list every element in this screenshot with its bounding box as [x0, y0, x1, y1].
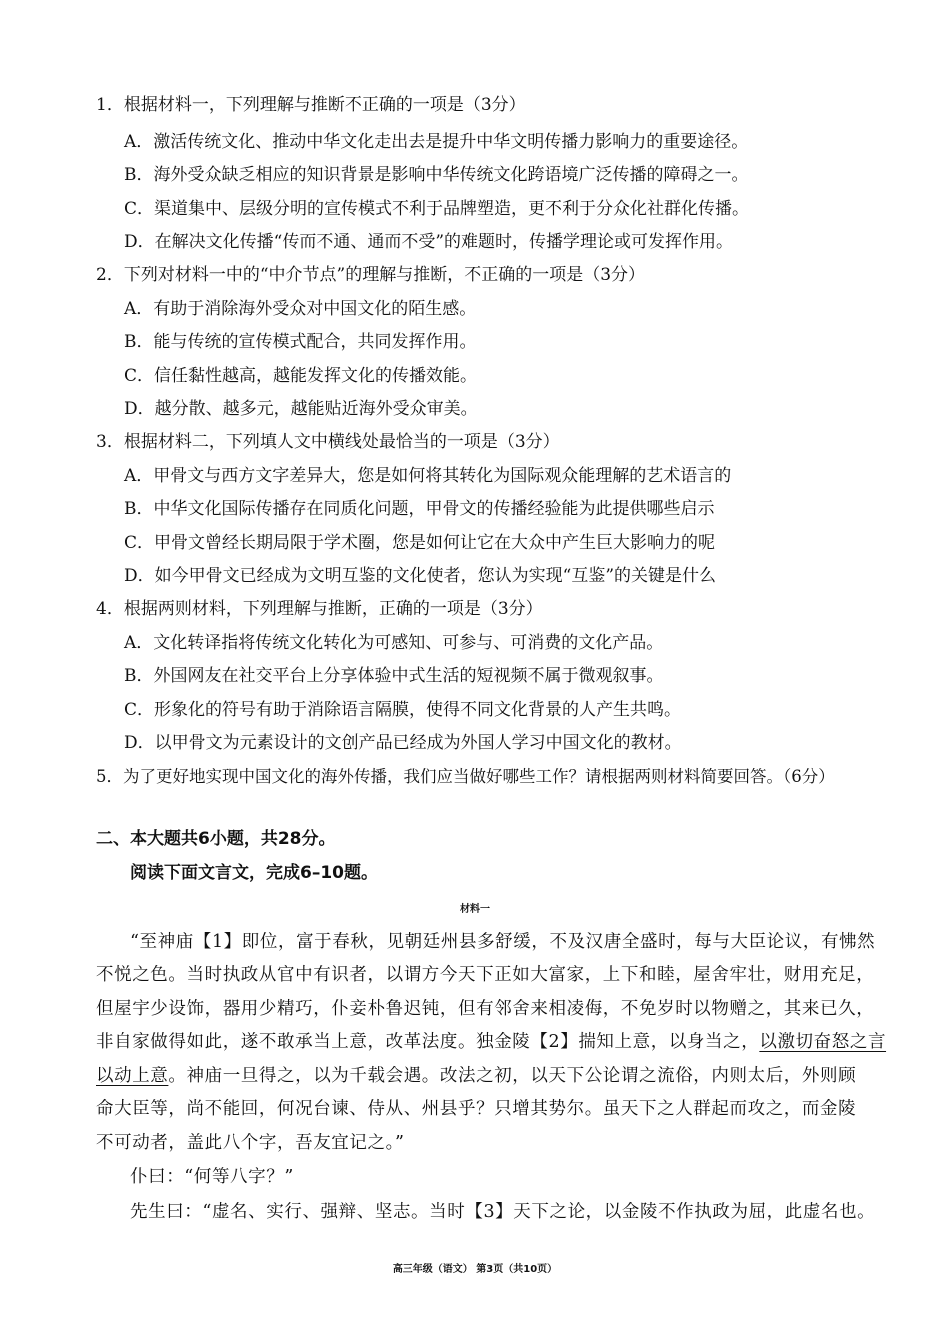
question-1-option-b: B．海外受众缺乏相应的知识背景是影响中华传统文化跨语境广泛传播的障碍之一。 [124, 165, 749, 185]
passage-line-7: 不可动者，盖此八个字，吾友宜记之。” [96, 1133, 405, 1153]
material-title: 材料一 [460, 904, 490, 915]
question-2-option-b: B．能与传统的宣传模式配合，共同发挥作用。 [124, 332, 477, 352]
question-4-stem: 4．根据两则材料，下列理解与推断，正确的一项是（3分） [96, 599, 543, 619]
question-3-option-d: D．如今甲骨文已经成为文明互鉴的文化使者，您认为实现“互鉴”的关键是什么 [124, 566, 717, 586]
question-1-stem: 1．根据材料一，下列理解与推断不正确的一项是（3分） [96, 95, 526, 115]
question-3-option-b: B．中华文化国际传播存在同质化问题，甲骨文的传播经验能为此提供哪些启示 [124, 499, 715, 519]
question-2-stem: 2．下列对材料一中的“中介节点”的理解与推断，不正确的一项是（3分） [96, 265, 646, 285]
page-footer: 高三年级（语文） 第3页（共10页） [392, 1264, 558, 1275]
passage-underlined-phrase-1: 以激切奋怒之言 [759, 1032, 887, 1052]
passage-line-4-text: 非自家做得如此，遂不敢承当上意，改革法度。独金陵【2】揣知上意，以身当之， [96, 1032, 760, 1052]
question-1-option-d: D．在解决文化传播“传而不通、通而不受”的难题时，传播学理论或可发挥作用。 [124, 232, 734, 252]
passage-line-3: 但屋宇少设饰，器用少精巧，仆妾朴鲁迟钝，但有邻舍来相凌侮，不免岁时以物赠之，其来已久， [96, 999, 875, 1019]
passage-line-2: 不悦之色。当时执政从官中有识者，以谓方今天下正如大富家，上下和睦，屋舍牢壮，财用充足， [96, 965, 875, 985]
question-3-option-c: C．甲骨文曾经长期局限于学术圈，您是如何让它在大众中产生巨大影响力的呢 [124, 533, 716, 553]
passage-line-5-text: 。神庙一旦得之，以为千载会遇。改法之初，以天下公论谓之流俗，内则太后，外则顾 [168, 1066, 857, 1086]
question-5-stem: 5．为了更好地实现中国文化的海外传播，我们应当做好哪些工作？请根据两则材料简要回答。（6分） [96, 767, 835, 786]
question-1-option-a: A．激活传统文化、推动中华文化走出去是提升中华文明传播力影响力的重要途径。 [124, 132, 749, 152]
passage-line-1: “至神庙【1】即位，富于春秋，见朝廷州县多舒缓，不及汉唐全盛时，每与大臣论议，有怫然 [130, 932, 876, 952]
question-2-option-d: D．越分散、越多元，越能贴近海外受众审美。 [124, 399, 478, 419]
question-3-option-a: A．甲骨文与西方文字差异大，您是如何将其转化为国际观众能理解的艺术语言的 [124, 466, 732, 486]
question-1-option-c: C．渠道集中、层级分明的宣传模式不利于品牌塑造，更不利于分众化社群化传播。 [124, 199, 750, 219]
section-2-instruction: 阅读下面文言文，完成6–10题。 [130, 863, 378, 883]
passage-line-5 [96, 1064, 856, 1088]
question-2-option-a: A．有助于消除海外受众对中国文化的陌生感。 [124, 299, 477, 319]
question-4-option-a: A．文化转译指将传统文化转化为可感知、可参与、可消费的文化产品。 [124, 633, 664, 653]
dialogue-line-1: 仆曰：“何等八字？” [130, 1167, 294, 1187]
section-2-heading: 二、本大题共6小题，共28分。 [96, 829, 336, 849]
question-4-option-d: D．以甲骨文为元素设计的文创产品已经成为外国人学习中国文化的教材。 [124, 733, 682, 753]
question-4-option-c: C．形象化的符号有助于消除语言隔膜，使得不同文化背景的人产生共鸣。 [124, 700, 682, 720]
dialogue-line-2: 先生曰：“虚名、实行、强辩、坚志。当时【3】天下之论，以金陵不作执政为屈，此虚名也。 [130, 1202, 876, 1222]
passage-line-6: 命大臣等，尚不能回，何况台谏、侍从、州县乎？只增其势尔。虽天下之人群起而攻之，而金陵 [96, 1099, 857, 1119]
question-3-stem: 3．根据材料二，下列填人文中横线处最恰当的一项是（3分） [96, 432, 560, 452]
passage-underlined-phrase-2: 以动上意 [96, 1066, 169, 1086]
question-4-option-b: B．外国网友在社交平台上分享体验中式生活的短视频不属于微观叙事。 [124, 666, 664, 686]
passage-line-4 [96, 1030, 886, 1054]
question-2-option-c: C．信任黏性越高，越能发挥文化的传播效能。 [124, 366, 478, 386]
